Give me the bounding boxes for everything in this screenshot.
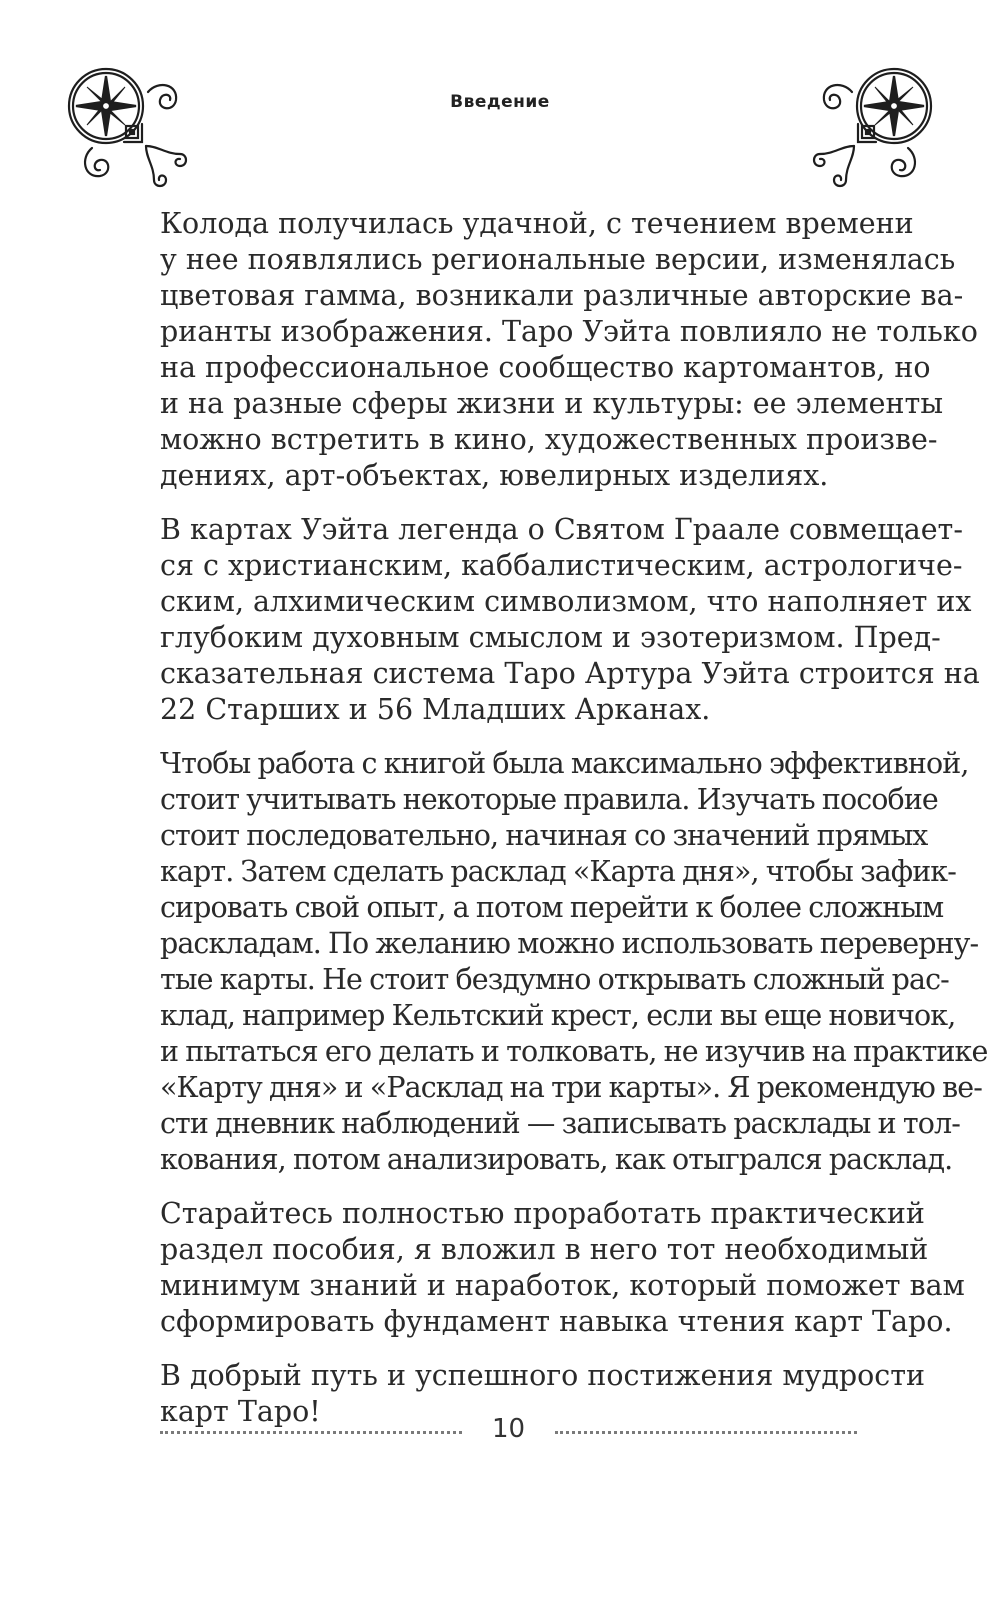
text-line: Колода получилась удачной, с течением времени [160,207,914,240]
text-line: минимум знаний и наработок, который поможет вам [160,1269,965,1302]
star-compass-ornament-icon [806,62,938,194]
text-line: карт Таро! [160,1395,321,1428]
text-line: сти дневник наблюдений — записывать расклады и тол- [160,1107,960,1140]
text-line: кования, потом анализировать, как отыгрался расклад. [160,1143,953,1176]
text-line: ским, алхимическим символизмом, что наполняет их [160,585,972,618]
text-line: стоит учитывать некоторые правила. Изучать пособие [160,783,938,816]
text-line: и на разные сферы жизни и культуры: ее элементы [160,387,943,420]
text-line: раскладам. По желанию можно использовать переверну- [160,927,979,960]
text-line: Чтобы работа с книгой была максимально эффективной, [160,747,969,780]
text-line: и пытаться его делать и толковать, не изучив на практике [160,1035,988,1068]
text-line: сказательная система Таро Артура Уэйта строится на [160,657,980,690]
page-footer [160,1412,857,1452]
text-line: можно встретить в кино, художественных произве- [160,423,938,456]
page-number: 10 [491,1414,526,1444]
paragraph-symbolism [160,512,980,728]
running-header-title: Введение [450,92,550,112]
text-line: на профессиональное сообщество картомантов, но [160,351,931,384]
text-line: В картах Уэйта легенда о Святом Граале совмещает- [160,513,963,546]
text-line: В добрый путь и успешного постижения мудрости [160,1359,926,1392]
text-line: раздел пособия, я вложил в него тот необходимый [160,1233,929,1266]
text-line: сформировать фундамент навыка чтения карт Таро. [160,1305,953,1338]
text-line: цветовая гамма, возникали различные авторские ва- [160,279,964,312]
text-line: Старайтесь полностью проработать практический [160,1197,925,1230]
text-line: сировать свой опыт, а потом перейти к более сложным [160,891,944,924]
text-line: тые карты. Не стоит бездумно открывать сложный рас- [160,963,949,996]
paragraph-deck-history [160,206,978,494]
text-line: карт. Затем сделать расклад «Карта дня», чтобы зафик- [160,855,956,888]
text-line: дениях, арт-объектах, ювелирных изделиях. [160,459,829,492]
star-compass-ornament-icon [62,62,194,194]
text-line: у нее появлялись региональные версии, изменялась [160,243,956,276]
text-line: «Карту дня» и «Расклад на три карты». Я рекомендую ве- [160,1071,982,1104]
paragraph-practical-section [160,1196,965,1340]
text-line: клад, например Кельтский крест, если вы еще новичок, [160,999,956,1032]
text-line: стоит последовательно, начиная со значений прямых [160,819,928,852]
paragraph-how-to-use [160,746,988,1178]
footer-dotted-rule-right [555,1431,857,1434]
text-line: глубоким духовным смыслом и эзотеризмом. Пред- [160,621,941,654]
text-line: ся с христианским, каббалистическим, астрологиче- [160,549,963,582]
body-text [160,206,988,1448]
text-line: рианты изображения. Таро Уэйта повлияло не только [160,315,978,348]
text-line: 22 Старших и 56 Младших Арканах. [160,693,711,726]
